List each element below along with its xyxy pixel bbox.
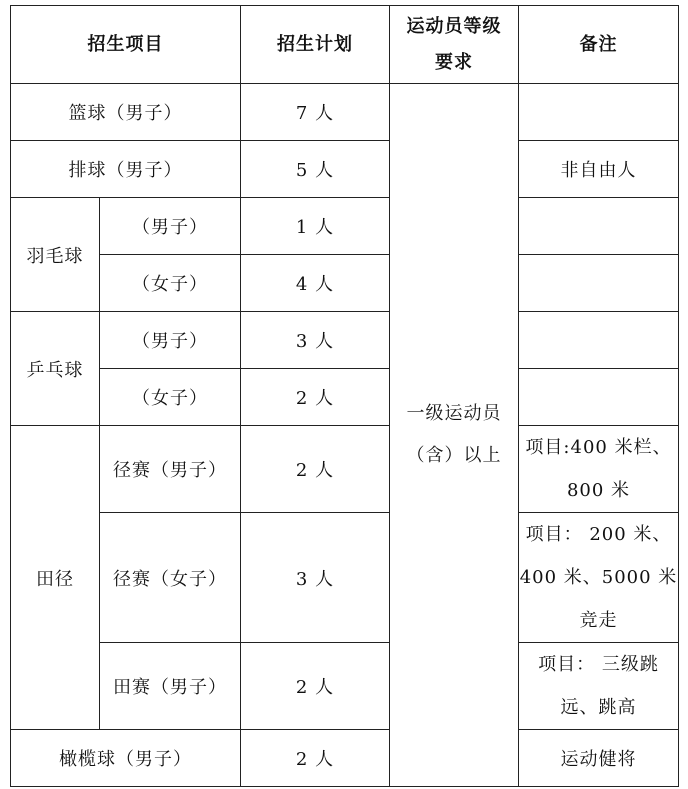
grade-group-line2: （含）以上	[406, 445, 502, 466]
note-line: 800 米	[566, 480, 631, 501]
row-track-women-note	[519, 513, 679, 643]
row-field-men-plan: 2 人	[241, 643, 390, 730]
row-rugby-grade: 运动健将	[519, 730, 679, 787]
note-line: 400 米、5000 米	[519, 567, 678, 588]
table-row	[11, 255, 679, 312]
row-badminton-men-note	[519, 198, 679, 255]
table-row	[11, 84, 679, 141]
note-line: 项目:400 米栏、	[525, 437, 672, 458]
grade-group-line1: 一级运动员	[406, 403, 502, 424]
row-pingpong-women-plan: 2 人	[241, 369, 390, 426]
row-pingpong-men-plan: 3 人	[241, 312, 390, 369]
header-project: 招生项目	[11, 6, 241, 84]
row-badminton-women: （女子）	[100, 255, 241, 312]
row-track-men: 径赛（男子）	[100, 426, 241, 513]
table-row	[11, 730, 679, 787]
row-pingpong-women: （女子）	[100, 369, 241, 426]
header-plan: 招生计划	[241, 6, 390, 84]
row-field-men-note	[519, 643, 679, 730]
note-line: 项目： 200 米、	[525, 524, 672, 545]
note-line: 项目： 三级跳	[538, 654, 659, 675]
admission-table	[10, 5, 679, 787]
row-rugby-plan: 2 人	[241, 730, 390, 787]
row-rugby-name: 橄榄球（男子）	[11, 730, 241, 787]
row-badminton-women-plan: 4 人	[241, 255, 390, 312]
table-row	[11, 141, 679, 198]
row-field-men: 田赛（男子）	[100, 643, 241, 730]
row-track-women-plan: 3 人	[241, 513, 390, 643]
row-badminton-men-plan: 1 人	[241, 198, 390, 255]
row-volleyball-note: 非自由人	[519, 141, 679, 198]
header-grade	[390, 6, 519, 84]
row-pingpong-men: （男子）	[100, 312, 241, 369]
header-grade-line2: 要求	[435, 51, 473, 73]
row-track-men-plan: 2 人	[241, 426, 390, 513]
row-basketball-note	[519, 84, 679, 141]
table-row	[11, 198, 679, 255]
row-pingpong-women-note	[519, 369, 679, 426]
table-row	[11, 369, 679, 426]
note-line: 远、跳高	[560, 697, 637, 718]
header-grade-line1: 运动员等级	[406, 15, 502, 37]
table-row	[11, 513, 679, 643]
row-track-women: 径赛（女子）	[100, 513, 241, 643]
header-note: 备注	[519, 6, 679, 84]
table-row	[11, 312, 679, 369]
row-basketball-plan: 7 人	[241, 84, 390, 141]
row-track-name: 田径	[11, 426, 100, 730]
grade-group-cell	[390, 84, 519, 787]
row-pingpong-name: 乒乓球	[11, 312, 100, 426]
table-row	[11, 643, 679, 730]
row-track-men-note	[519, 426, 679, 513]
row-badminton-men: （男子）	[100, 198, 241, 255]
row-volleyball-name: 排球（男子）	[11, 141, 241, 198]
row-badminton-name: 羽毛球	[11, 198, 100, 312]
row-pingpong-men-note	[519, 312, 679, 369]
row-badminton-women-note	[519, 255, 679, 312]
note-line: 竞走	[579, 610, 618, 631]
row-basketball-name: 篮球（男子）	[11, 84, 241, 141]
row-volleyball-plan: 5 人	[241, 141, 390, 198]
table-row	[11, 426, 679, 513]
table-header-row	[11, 6, 679, 84]
